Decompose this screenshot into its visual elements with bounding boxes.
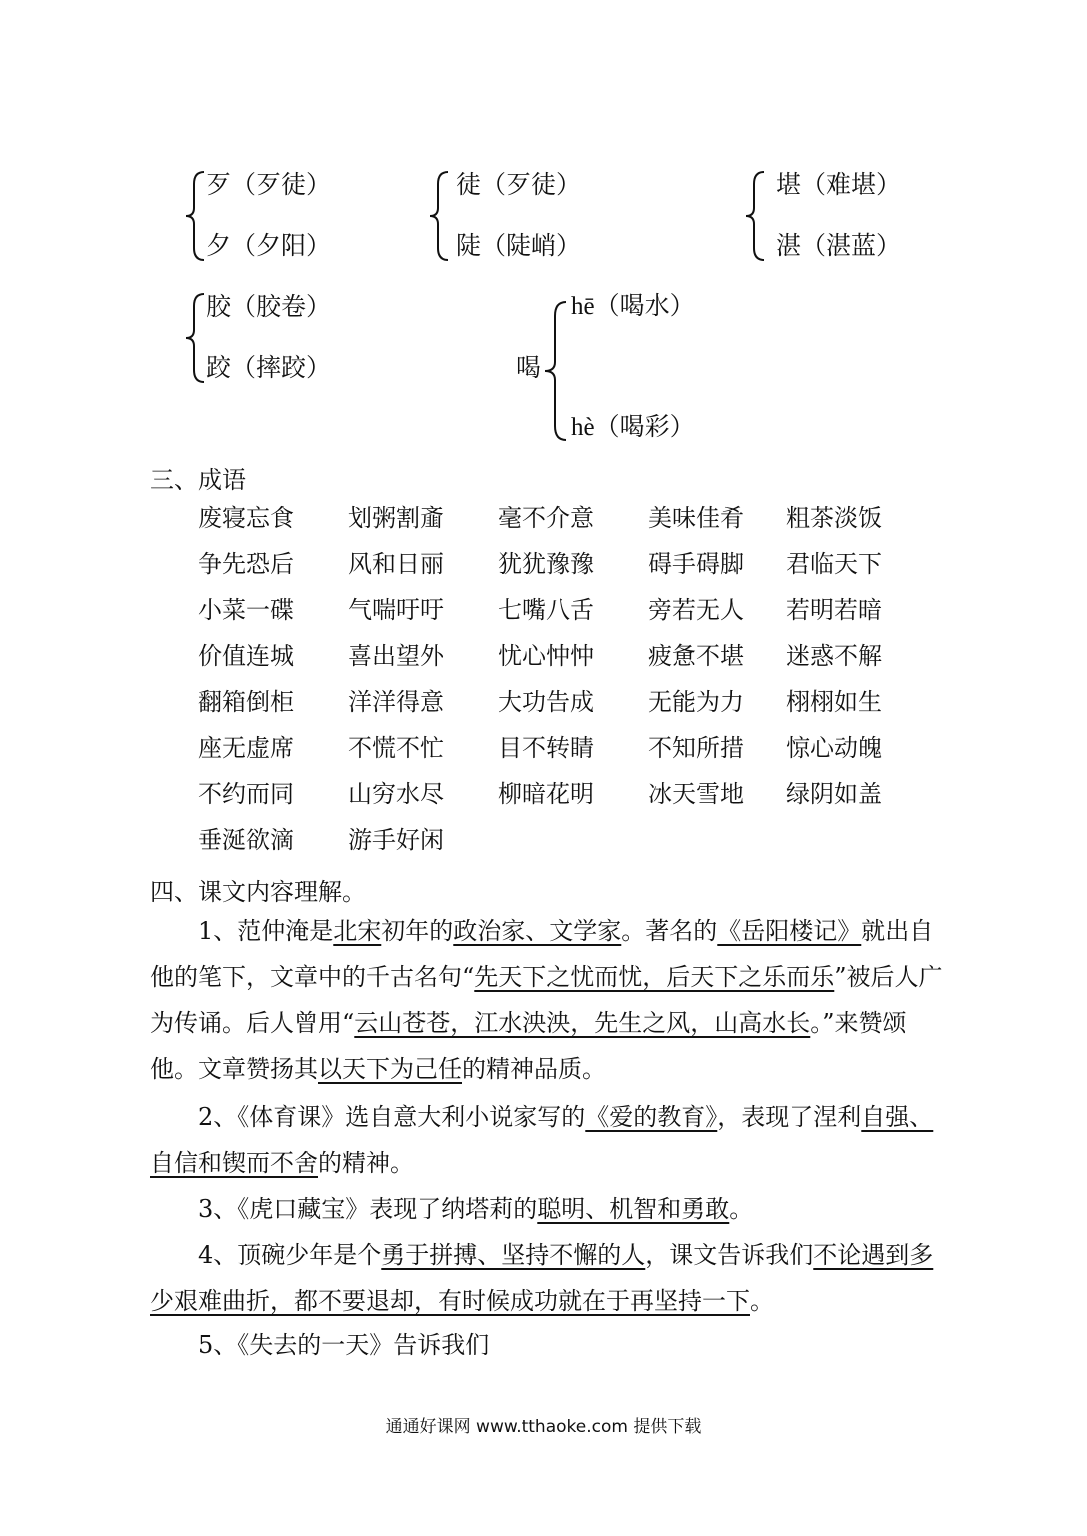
answer: 不论遇到多少艰难曲折，都不要退却，有时候成功就在于再坚持一下 <box>150 1241 934 1315</box>
text: 4、顶碗少年是个 <box>198 1241 382 1269</box>
idiom: 划粥割齑 <box>348 504 444 532</box>
text: 的精神品质。 <box>462 1055 606 1083</box>
text: 初年的 <box>381 917 454 945</box>
idiom: 不知所措 <box>648 734 744 762</box>
idiom: 美味佳肴 <box>648 504 744 532</box>
idiom: 毫不介意 <box>498 504 594 532</box>
brace-3 <box>744 170 766 262</box>
idiom: 小菜一碟 <box>198 596 294 624</box>
text: 1、范仲淹是 <box>198 917 334 945</box>
paragraph-2 <box>150 1094 945 1186</box>
text: 2、《体育课》选自意大利小说家写的 <box>198 1103 586 1131</box>
answer: 《爱的教育》 <box>585 1103 718 1131</box>
idiom: 不约而同 <box>198 780 294 808</box>
idiom: 七嘴八舌 <box>498 596 594 624</box>
char-group-2-item-2: 陡（陡峭） <box>456 231 582 260</box>
answer: 《岳阳楼记》 <box>717 917 862 945</box>
text: 。”来赞颂他。文章赞扬其 <box>150 1009 907 1083</box>
idiom: 风和日丽 <box>348 550 444 578</box>
text: 就出自他的笔下，文章中的千古名句“ <box>150 917 934 991</box>
paragraph-3 <box>150 1186 945 1232</box>
idiom: 栩栩如生 <box>786 688 882 716</box>
answer: 北宋 <box>333 917 382 945</box>
idiom: 若明若暗 <box>786 596 882 624</box>
paragraph-4 <box>150 1232 945 1324</box>
polyphone-reading-1: hē（喝水） <box>571 293 695 320</box>
idiom: 惊心动魄 <box>786 734 882 762</box>
idiom: 不慌不忙 <box>348 734 444 762</box>
idiom: 旁若无人 <box>648 596 744 624</box>
char-group-4-item-1: 胶（胶卷） <box>206 292 332 321</box>
answer: 自强、自信和锲而不舍 <box>150 1103 934 1177</box>
answer: 以天下为己任 <box>318 1055 462 1083</box>
footer-text: 通通好课网 www.tthaoke.com 提供下载 <box>385 1417 702 1437</box>
idiom: 座无虚席 <box>198 734 294 762</box>
idiom: 大功告成 <box>498 688 594 716</box>
idiom: 无能为力 <box>648 688 744 716</box>
text: ，表现了涅利 <box>717 1103 862 1131</box>
answer: 勇于拼搏、坚持不懈的人 <box>381 1241 646 1269</box>
polyphone-reading-2: hè（喝彩） <box>571 414 695 441</box>
text: ”被后人广为传诵。后人曾用“ <box>150 963 943 1037</box>
answer: 政治家、文学家 <box>453 917 622 945</box>
text: 。 <box>750 1287 774 1315</box>
char-group-1-item-1: 歹（歹徒） <box>206 170 332 199</box>
answer: 云山苍苍，江水泱泱，先生之风，山高水长 <box>354 1009 811 1037</box>
idiom: 废寝忘食 <box>198 504 294 532</box>
idiom: 犹犹豫豫 <box>498 550 594 578</box>
char-group-1-item-2: 夕（夕阳） <box>206 231 332 260</box>
idiom: 喜出望外 <box>348 642 444 670</box>
paragraph-5 <box>150 1322 945 1368</box>
idiom: 柳暗花明 <box>498 780 594 808</box>
idiom: 绿阴如盖 <box>786 780 882 808</box>
section4-title: 四、课文内容理解。 <box>150 878 366 906</box>
idiom: 洋洋得意 <box>348 688 444 716</box>
idiom: 游手好闲 <box>348 826 444 854</box>
polyphone-char: 喝 <box>516 353 542 382</box>
brace-4 <box>184 292 206 384</box>
idiom: 争先恐后 <box>198 550 294 578</box>
idiom: 翻箱倒柜 <box>198 688 294 716</box>
text: ，课文告诉我们 <box>645 1241 814 1269</box>
char-group-3-item-2: 湛（湛蓝） <box>776 231 902 260</box>
idiom: 疲惫不堪 <box>648 642 744 670</box>
text: 。著名的 <box>621 917 718 945</box>
char-group-4-item-2: 跤（摔跤） <box>206 353 332 382</box>
idiom: 粗茶淡饭 <box>786 504 882 532</box>
idiom: 忧心忡忡 <box>498 642 594 670</box>
text: 5、《失去的一天》告诉我们 <box>198 1331 490 1359</box>
idiom: 山穷水尽 <box>348 780 444 808</box>
idiom: 碍手碍脚 <box>648 550 744 578</box>
char-group-3-item-1: 堪（难堪） <box>776 170 902 199</box>
text: 。 <box>729 1195 754 1223</box>
answer: 先天下之忧而忧，后天下之乐而乐 <box>474 963 835 991</box>
brace-2 <box>428 170 450 262</box>
idiom: 价值连城 <box>198 642 294 670</box>
section3-title: 三、成语 <box>150 466 246 494</box>
brace-1 <box>184 170 206 262</box>
idiom: 气喘吁吁 <box>348 596 444 624</box>
brace-polyphone <box>542 300 568 442</box>
idiom: 垂涎欲滴 <box>198 826 294 854</box>
idiom: 迷惑不解 <box>786 642 882 670</box>
paragraph-1 <box>150 908 945 1092</box>
answer: 聪明、机智和勇敢 <box>537 1195 730 1223</box>
idiom: 目不转睛 <box>498 734 594 762</box>
idiom: 君临天下 <box>786 550 882 578</box>
idiom: 冰天雪地 <box>648 780 744 808</box>
text: 的精神。 <box>318 1149 414 1177</box>
text: 3、《虎口藏宝》表现了纳塔莉的 <box>198 1195 538 1223</box>
char-group-2-item-1: 徒（歹徒） <box>456 170 582 199</box>
